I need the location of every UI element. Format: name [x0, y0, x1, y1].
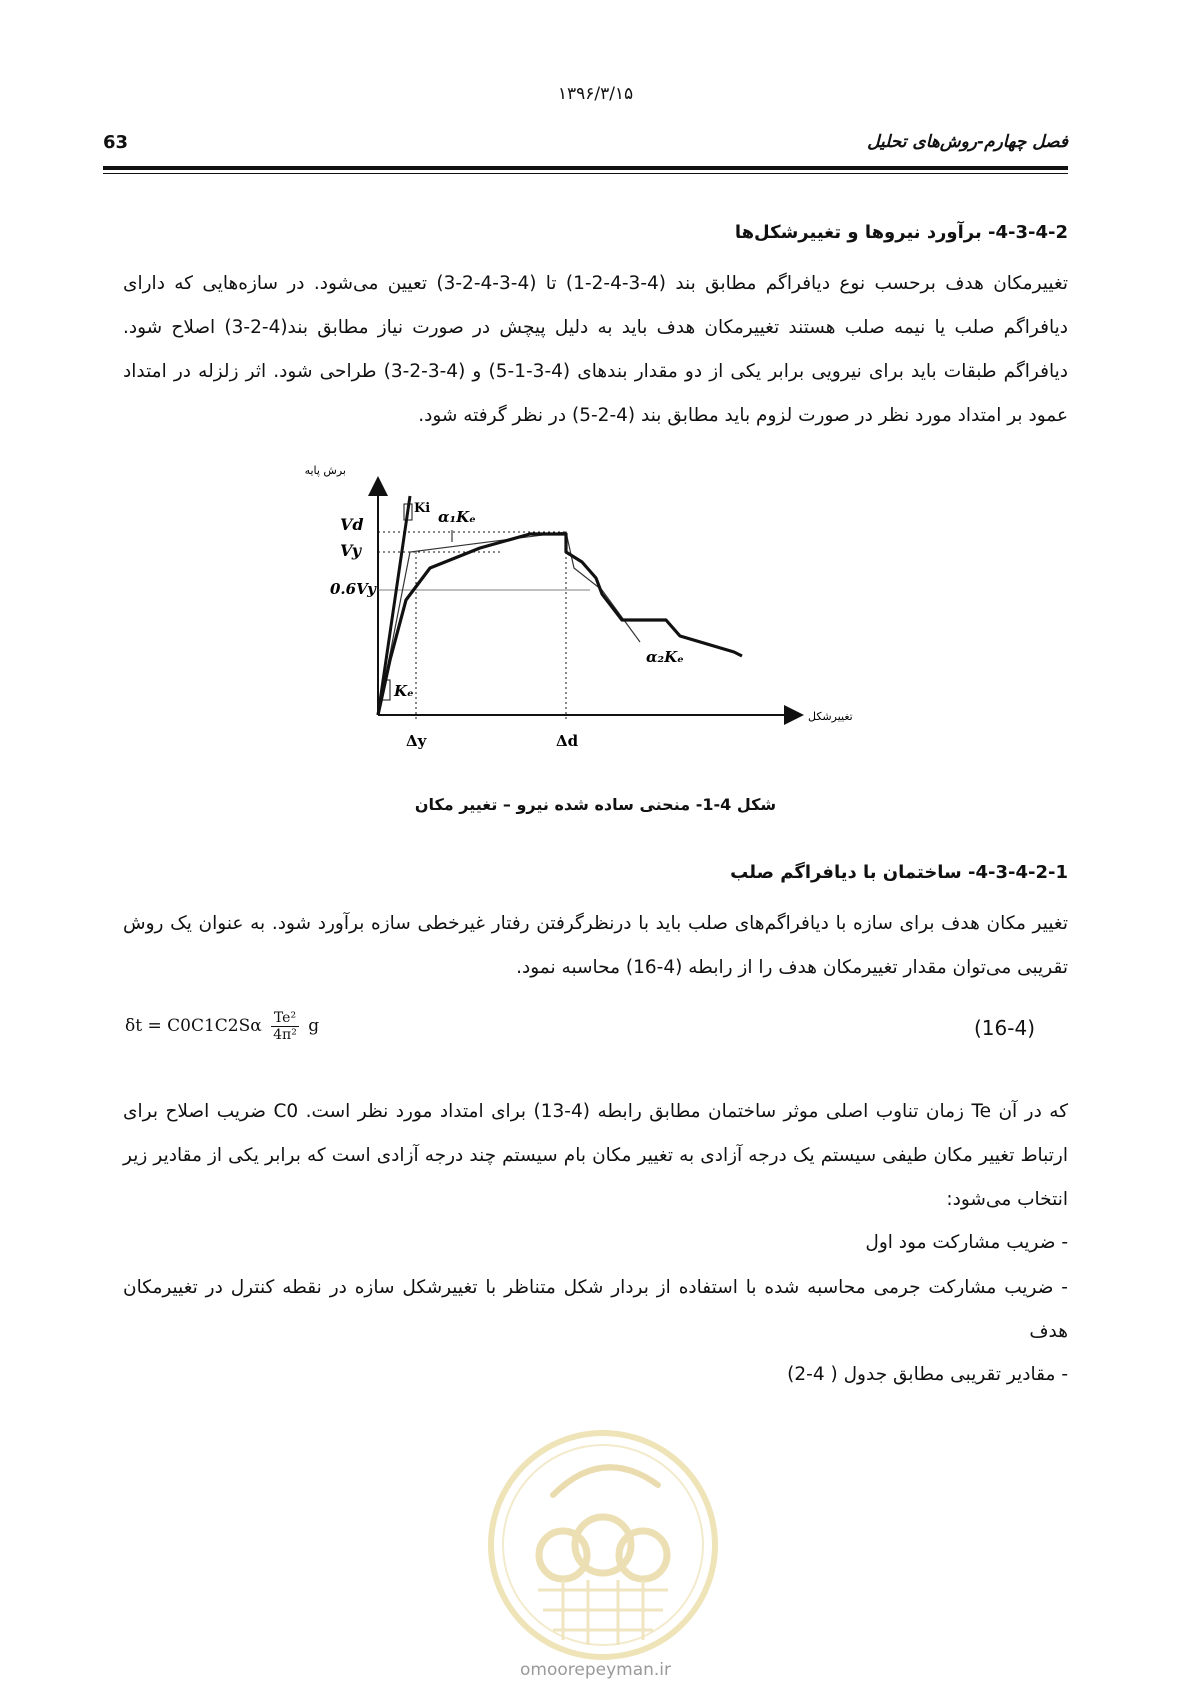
- paragraph-text: - ضریب مشارکت جرمی محاسبه شده با استفاده از بردار شکل متناظر با تغییرشکل سازه در نقطه کنترل در تغییرمکان هدف: [123, 1277, 1068, 1342]
- 06vy-label: 0.6Vy: [330, 580, 376, 598]
- page-number: 63: [103, 132, 129, 153]
- formula-tail: g: [308, 1016, 320, 1036]
- chapter-title: فصل چهارم-روش‌های تحلیل: [867, 132, 1068, 152]
- alpha1-ke-label: α₁Kₑ: [438, 508, 476, 526]
- force-displacement-figure: [304, 460, 870, 760]
- section-paragraph: [123, 262, 1068, 438]
- list-item: [123, 1266, 1068, 1354]
- delta-d-label: Δd: [556, 732, 579, 750]
- alpha2-ke-label: α₂Kₑ: [646, 648, 684, 666]
- watermark-site: omoorepeyman.ir: [519, 1660, 672, 1680]
- header-rule-thick: [103, 166, 1068, 170]
- idealized-curve: [378, 532, 640, 715]
- paragraph-text: که در آن Te زمان تناوب اصلی موثر ساختمان مطابق رابطه (4-13) برای امتداد مورد نظر است. C0 ضریب اصلاح برای ارتباط تغییر مکان طیفی سیستم یک درجه آزادی به تغییر مکان بام سیستم چند درجه آزادی است که برابر یکی از مقادیر زیر انتخاب می‌شود:: [123, 1101, 1069, 1210]
- equation-number: (16-4): [974, 1016, 1035, 1040]
- paragraph-text: تغییرمکان هدف برحسب نوع دیافراگم مطابق بند (4-3-4-2-1) تا (4-3-4-2-3) تعیین می‌شود. در سازه‌هایی که دارای دیافراگم صلب یا نیمه صلب هستند تغییرمکان هدف باید به دلیل پیچش در صورت نیاز مطابق بند(4-2-3) اصلاح شود. دیافراگم طبقات باید برای نیرویی برابر یکی از دو مقدار بندهای (4-3-1-5) و (4-3-2-3) طراحی شود. اثر زلزله در امتداد عمود بر امتداد مورد نظر در صورت لزوم باید مطابق بند (4-2-5) در نظر گرفته شود.: [123, 273, 1069, 426]
- delta-y-label: Δy: [406, 732, 427, 750]
- paragraph-text: تغییر مکان هدف برای سازه با دیافراگم‌های صلب باید با درنظرگرفتن رفتار غیرخطی سازه برآورد شود. به عنوان یک روش تقریبی می‌توان مقدار تغییرمکان هدف را از رابطه (4-16) محاسبه نمود.: [123, 913, 1068, 978]
- header-rule-thin: [103, 173, 1068, 174]
- x-axis-label: تغییرشکل: [808, 710, 853, 723]
- formula-lhs: δt = C0C1C2Sα: [125, 1016, 262, 1036]
- vy-label: Vy: [340, 541, 362, 560]
- vd-label: Vd: [340, 515, 364, 534]
- subsection-heading: 4-3-4-2-1- ساختمان با دیافراگم صلب: [730, 862, 1068, 883]
- definition-paragraph: [123, 1090, 1068, 1222]
- capacity-curve: [378, 534, 742, 715]
- ki-label: Ki: [414, 501, 431, 516]
- y-axis-label: برش پایه: [304, 464, 346, 477]
- logo-watermark: [483, 1425, 723, 1665]
- subsection-paragraph: [123, 902, 1068, 990]
- formula-fraction: [271, 1010, 299, 1043]
- formula-numerator: Te²: [271, 1010, 299, 1027]
- document-date: ۱۳۹۶/۳/۱۵: [557, 84, 634, 104]
- target-displacement-formula: [125, 1010, 319, 1043]
- section-heading: 4-3-4-2- برآورد نیروها و تغییرشکل‌ها: [734, 222, 1068, 243]
- formula-denominator: 4π²: [273, 1027, 297, 1043]
- ke-label: Kₑ: [394, 682, 414, 700]
- list-item: - ضریب مشارکت مود اول: [865, 1232, 1068, 1253]
- list-item: - مقادیر تقریبی مطابق جدول ( 4-2): [787, 1364, 1068, 1385]
- figure-caption: شکل 4-1- منحنی ساده شده نیرو – تغییر مکان: [414, 795, 777, 814]
